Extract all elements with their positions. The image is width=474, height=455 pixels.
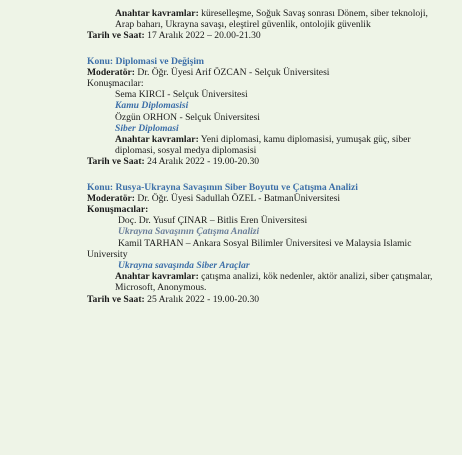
speaker-name: Kamil TARHAN – Ankara Sosyal Bilimler Üniversitesi ve Malaysia Islamic University [87,237,412,260]
moderator-text: Dr. Öğr. Üyesi Arif ÖZCAN - Selçuk Üniversitesi [134,66,330,78]
keywords-label: Anahtar kavramlar: [115,8,199,19]
datetime-label: Tarih ve Saat: [87,293,145,305]
keywords-text: Yeni diplomasi, kamu diplomasisi, yumuşak güç, siber diplomasi, sosyal medya diplomasisi [115,134,411,157]
keywords-label: Anahtar kavramlar: [115,134,199,146]
datetime-line [87,30,442,41]
keywords-paragraph [87,271,442,293]
speaker-name: Doç. Dr. Yusuf ÇINAR – Bitlis Eren Üniversitesi [118,215,308,227]
datetime-line [87,294,442,305]
moderator-line [87,67,442,78]
datetime-label: Tarih ve Saat: [87,30,145,42]
speaker-name: Sema KIRCI - Selçuk Üniversitesi [115,89,248,101]
moderator-label: Moderatör: [87,192,135,204]
datetime-text: 25 Aralık 2022 - 19.00-20.30 [144,293,260,305]
datetime-text: 17 Aralık 2022 – 20.00-21.30 [144,30,261,42]
speaker-topic: Kamu Diplomasisi [115,100,189,112]
speaker-topic: Siber Diplomasi [115,122,179,134]
keywords-paragraph [87,134,442,156]
keywords-paragraph [87,8,442,30]
speakers-label: Konuşmacılar: [87,204,149,216]
speakers-label: Konuşmacılar: [87,78,144,90]
speaker-topic: Ukrayna savaşında Siber Araçlar [118,260,250,272]
keywords-text: küreselleşme, Soğuk Savaş sonrası Dönem, siber teknoloji, Arap baharı, Ukrayna savaşı, eleştirel güvenlik, ontolojik güvenlik [115,8,428,31]
session-topic: Konu: Rusya-Ukrayna Savaşının Siber Boyutu ve Çatışma Analizi [87,181,358,193]
moderator-line [87,193,442,204]
session-topic: Konu: Diplomasi ve Değişim [87,55,204,67]
keywords-label: Anahtar kavramlar: [115,271,199,283]
datetime-text: 24 Aralık 2022 - 19.00-20.30 [144,156,260,168]
keywords-text: çatışma analizi, kök nedenler, aktör analizi, siber çatışmalar, Microsoft, Anonymous. [115,271,433,294]
moderator-label: Moderatör: [87,66,135,78]
datetime-label: Tarih ve Saat: [87,156,145,168]
speaker-name: Özgün ORHON - Selçuk Üniversitesi [115,111,260,123]
speaker-topic: Ukrayna Savaşının Çatışma Analizi [118,226,260,238]
datetime-line [87,156,442,167]
moderator-text: Dr. Öğr. Üyesi Sadullah ÖZEL - BatmanÜniversitesi [134,192,341,204]
